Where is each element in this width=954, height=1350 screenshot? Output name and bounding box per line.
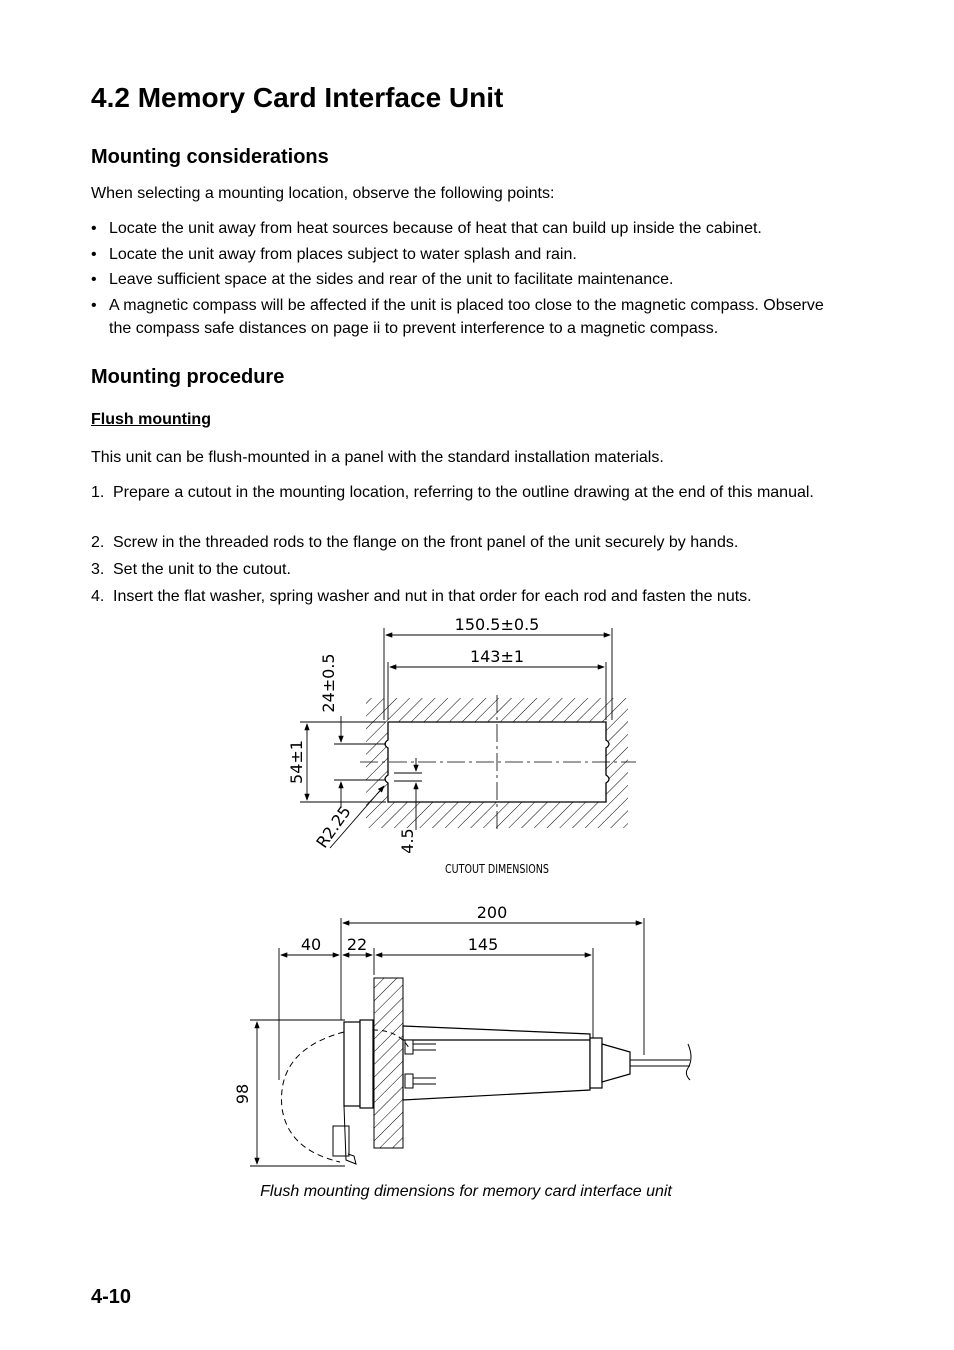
step-number: 4.	[91, 588, 105, 605]
dim-height: 98	[233, 1083, 252, 1105]
figure-caption: Flush mounting dimensions for memory card interface unit	[260, 1183, 672, 1200]
dim-flange: 22	[346, 935, 368, 954]
bullet-text: A magnetic compass will be affected if the unit is placed too close to the magnetic compass. Observe the compass safe distances on page ii to prevent interference to a magnetic compass.	[109, 297, 824, 337]
bullet-marker: •	[91, 220, 97, 237]
dim-radius: R2.25	[312, 802, 355, 852]
bullet-text: Leave sufficient space at the sides and rear of the unit to facilitate maintenance.	[109, 271, 674, 288]
step-number: 1.	[91, 484, 105, 501]
flush-mounting-subtitle: Flush mounting	[91, 411, 211, 428]
dim-gap: 4.5	[398, 828, 417, 854]
section-heading: 4.2 Memory Card Interface Unit	[91, 82, 504, 113]
mounting-procedure-title: Mounting procedure	[91, 366, 285, 388]
bullet-text: Locate the unit away from heat sources because of heat that can build up inside the cabinet.	[109, 220, 762, 237]
bullet-marker: •	[91, 271, 97, 288]
dim-inner-width: 143±1	[469, 647, 525, 666]
dim-total: 200	[476, 903, 508, 922]
dim-body: 145	[467, 935, 499, 954]
procedure-intro: This unit can be flush-mounted in a panel with the standard installation materials.	[91, 449, 664, 466]
step-text: Screw in the threaded rods to the flange on the front panel of the unit securely by hands.	[113, 534, 739, 551]
bullet-text: Locate the unit away from places subject to water splash and rain.	[109, 246, 577, 263]
step-number: 3.	[91, 561, 105, 578]
considerations-intro: When selecting a mounting location, observe the following points:	[91, 185, 555, 202]
dim-upper-height: 24±0.5	[319, 653, 338, 713]
mounting-considerations-title: Mounting considerations	[91, 146, 329, 168]
side-panel-hatch	[374, 978, 403, 1148]
page-number: 4-10	[91, 1286, 132, 1308]
step-text: Insert the flat washer, spring washer and nut in that order for each rod and fasten the nuts.	[113, 588, 752, 605]
step-number: 2.	[91, 534, 105, 551]
bullet-marker: •	[91, 246, 97, 263]
dim-total-height: 54±1	[287, 740, 306, 784]
dim-outer-width: 150.5±0.5	[454, 615, 540, 634]
step-text: Prepare a cutout in the mounting location, referring to the outline drawing at the end of this manual.	[113, 484, 814, 501]
bullet-marker: •	[91, 297, 97, 314]
step-text: Set the unit to the cutout.	[113, 561, 291, 578]
cutout-label: CUTOUT DIMENSIONS	[445, 862, 549, 876]
dim-front: 40	[300, 935, 322, 954]
